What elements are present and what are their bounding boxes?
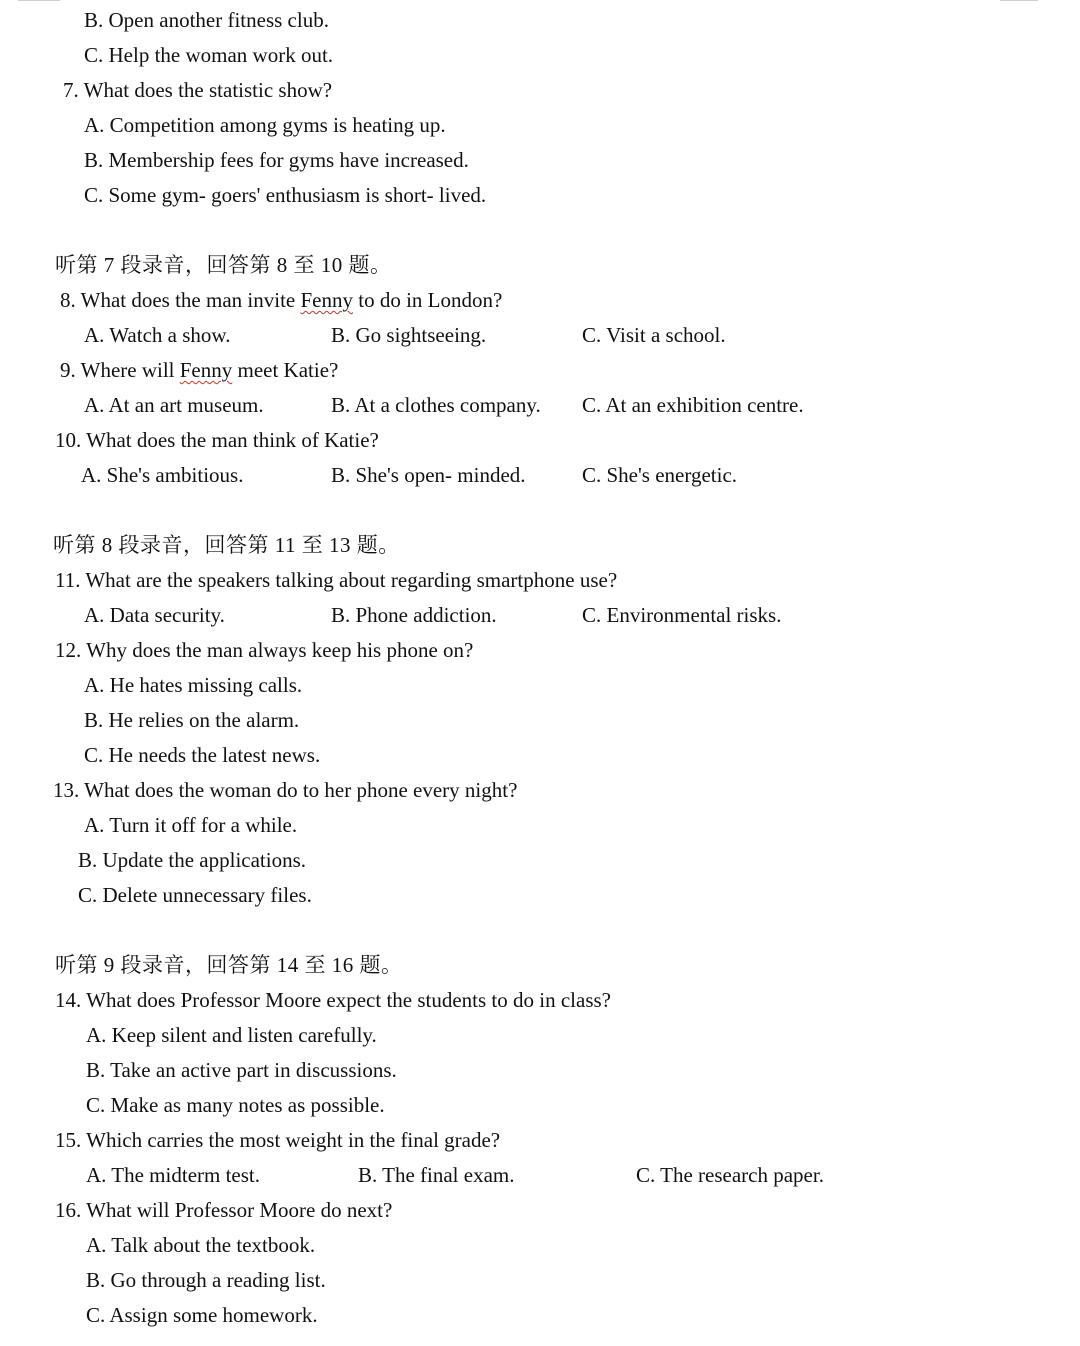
q15-options	[0, 1158, 1080, 1193]
q11-options	[0, 598, 1080, 633]
section-9-heading: 听第 9 段录音，回答第 14 至 16 题。	[55, 953, 403, 977]
q14-option-a: A. Keep silent and listen carefully.	[86, 1023, 377, 1047]
q9-question-pre: 9. Where will	[60, 358, 180, 382]
q9-question	[60, 353, 338, 388]
q15-option-b: B. The final exam.	[358, 1163, 515, 1187]
q9-question-post: meet Katie?	[232, 358, 339, 382]
q13-option-c: C. Delete unnecessary files.	[78, 883, 312, 907]
section-7-heading: 听第 7 段录音，回答第 8 至 10 题。	[55, 253, 392, 277]
q13-question: 13. What does the woman do to her phone every night?	[53, 778, 518, 802]
q7-question: 7. What does the statistic show?	[63, 78, 333, 102]
q7-option-a: A. Competition among gyms is heating up.	[84, 113, 446, 137]
q12-option-c: C. He needs the latest news.	[84, 743, 321, 767]
q10-option-b: B. She's open- minded.	[331, 463, 526, 487]
q11-option-a: A. Data security.	[84, 603, 225, 627]
q7-option-c: C. Some gym- goers' enthusiasm is short- lived.	[84, 183, 487, 207]
q9-option-c: C. At an exhibition centre.	[582, 393, 804, 417]
q8-question-post: to do in London?	[352, 288, 503, 312]
top-right-edge-mark	[1000, 0, 1038, 1]
q14-question: 14. What does Professor Moore expect the students to do in class?	[55, 988, 611, 1012]
q13-option-b: B. Update the applications.	[78, 848, 307, 872]
q8-question	[60, 283, 502, 318]
q8-name-fenny: Fenny	[300, 288, 353, 312]
q16-question: 16. What will Professor Moore do next?	[55, 1198, 393, 1222]
q16-option-a: A. Talk about the textbook.	[86, 1233, 316, 1257]
top-left-edge-mark	[18, 0, 60, 1]
q7-option-b: B. Membership fees for gyms have increased.	[84, 148, 469, 172]
q12-option-b: B. He relies on the alarm.	[84, 708, 300, 732]
q12-question: 12. Why does the man always keep his phone on?	[55, 638, 474, 662]
q9-option-b: B. At a clothes company.	[331, 393, 541, 417]
q10-options	[0, 458, 1080, 493]
q6-option-b: B. Open another fitness club.	[84, 8, 329, 32]
q16-option-c: C. Assign some homework.	[86, 1303, 318, 1327]
q11-question: 11. What are the speakers talking about regarding smartphone use?	[55, 568, 618, 592]
q8-option-c: C. Visit a school.	[582, 323, 726, 347]
q11-option-c: C. Environmental risks.	[582, 603, 782, 627]
q15-option-a: A. The midterm test.	[86, 1163, 260, 1187]
q9-name-fenny: Fenny	[179, 358, 233, 382]
q8-question-pre: 8. What does the man invite	[60, 288, 301, 312]
q8-option-a: A. Watch a show.	[84, 323, 231, 347]
q13-option-a: A. Turn it off for a while.	[84, 813, 298, 837]
q12-option-a: A. He hates missing calls.	[84, 673, 303, 697]
q6-option-c: C. Help the woman work out.	[84, 43, 334, 67]
q11-option-b: B. Phone addiction.	[331, 603, 497, 627]
q15-question: 15. Which carries the most weight in the final grade?	[55, 1128, 501, 1152]
q14-option-c: C. Make as many notes as possible.	[86, 1093, 385, 1117]
q9-options	[0, 388, 1080, 423]
q8-option-b: B. Go sightseeing.	[331, 323, 487, 347]
section-8-heading: 听第 8 段录音，回答第 11 至 13 题。	[53, 533, 400, 557]
q10-question: 10. What does the man think of Katie?	[55, 428, 379, 452]
q8-options	[0, 318, 1080, 353]
q10-option-a: A. She's ambitious.	[81, 463, 244, 487]
q16-option-b: B. Go through a reading list.	[86, 1268, 326, 1292]
q14-option-b: B. Take an active part in discussions.	[86, 1058, 397, 1082]
q10-option-c: C. She's energetic.	[582, 463, 738, 487]
q9-option-a: A. At an art museum.	[84, 393, 264, 417]
q15-option-c: C. The research paper.	[636, 1163, 824, 1187]
